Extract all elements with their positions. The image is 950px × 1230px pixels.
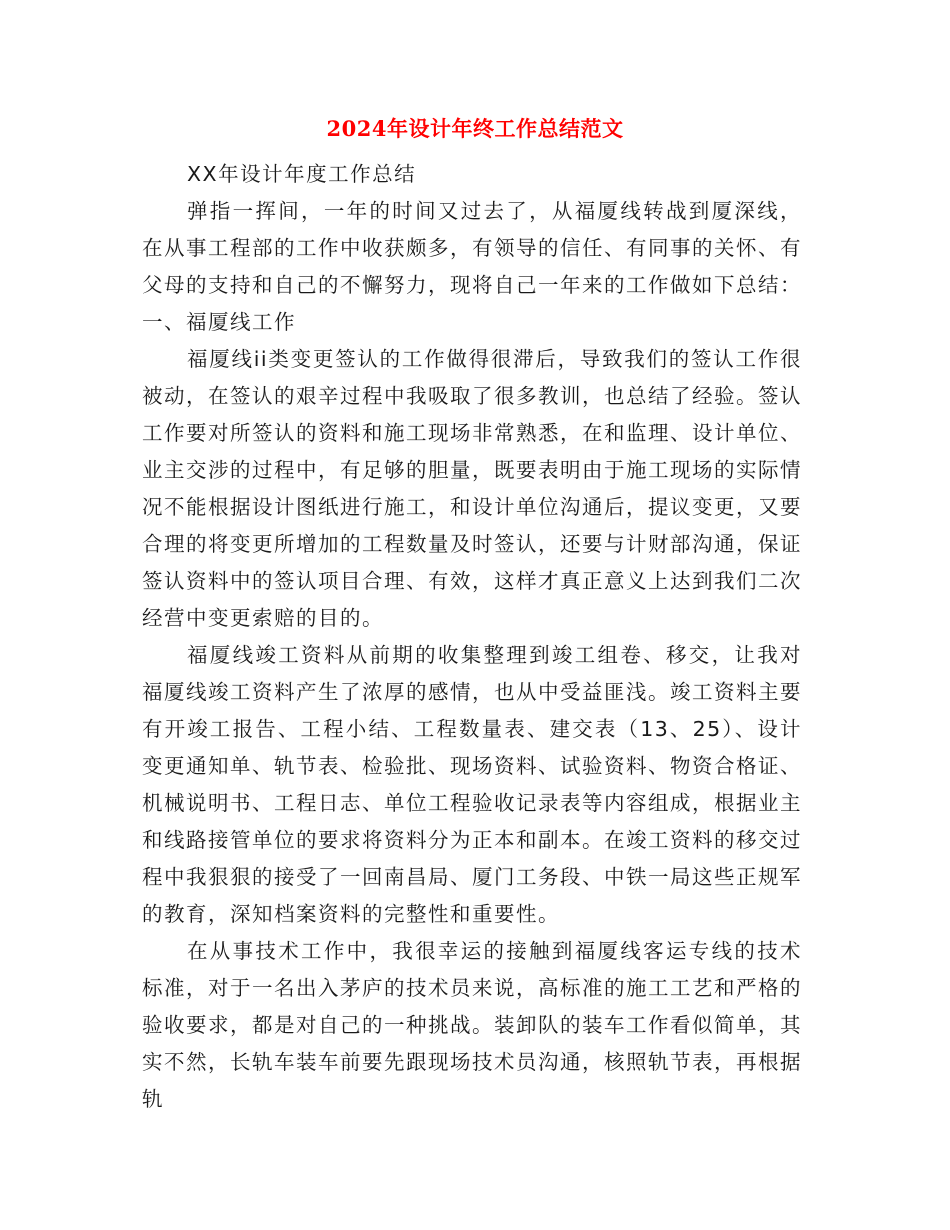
section-heading-fuxia: 一、福厦线工作 (142, 310, 296, 334)
paragraph-intro: 弹指一挥间，一年的时间又过去了，从福厦线转战到厦深线，在从事工程部的工作中收获颇多，有领导的信任、有同事的关怀、有父母的支持和自己的不懈努力，现将自己一年来的工作做如下总结： (142, 199, 802, 297)
document-subtitle: XX年设计年度工作总结 (187, 162, 417, 186)
paragraph-completion-docs: 福厦线竣工资料从前期的收集整理到竣工组卷、移交，让我对福厦线竣工资料产生了浓厚的感情，也从中受益匪浅。竣工资料主要有开竣工报告、工程小结、工程数量表、建交表（13、25）、设计变更通知单、轨节表、检验批、现场资料、试验资料、物资合格证、机械说明书、工程日志、单位工程验收记录表等内容组成，根据业主和线路接管单位的要求将资料分为正本和副本。在竣工资料的移交过程中我狠狠的接受了一回南昌局、厦门工务段、中铁一局这些正规军的教育，深知档案资料的完整性和重要性。 (142, 643, 802, 926)
document-title: 2024年设计年终工作总结范文 (326, 116, 624, 141)
paragraph-technical-work: 在从事技术工作中，我很幸运的接触到福厦线客运专线的技术标准，对于一名出入茅庐的技术员来说，高标准的施工工艺和严格的验收要求，都是对自己的一种挑战。装卸队的装车工作看似简单，其实不然，长轨车装车前要先跟现场技术员沟通，核照轨节表，再根据轨 (142, 939, 802, 1111)
paragraph-change-signoff: 福厦线ii类变更签认的工作做得很滞后，导致我们的签认工作很被动，在签认的艰辛过程中我吸取了很多教训，也总结了经验。签认工作要对所签认的资料和施工现场非常熟悉，在和监理、设计单位、业主交涉的过程中，有足够的胆量，既要表明由于施工现场的实际情况不能根据设计图纸进行施工，和设计单位沟通后，提议变更，又要合理的将变更所增加的工程数量及时签认，还要与计财部沟通，保证签认资料中的签认项目合理、有效，这样才真正意义上达到我们二次经营中变更索赔的目的。 (142, 347, 802, 630)
document-body (142, 156, 802, 1118)
